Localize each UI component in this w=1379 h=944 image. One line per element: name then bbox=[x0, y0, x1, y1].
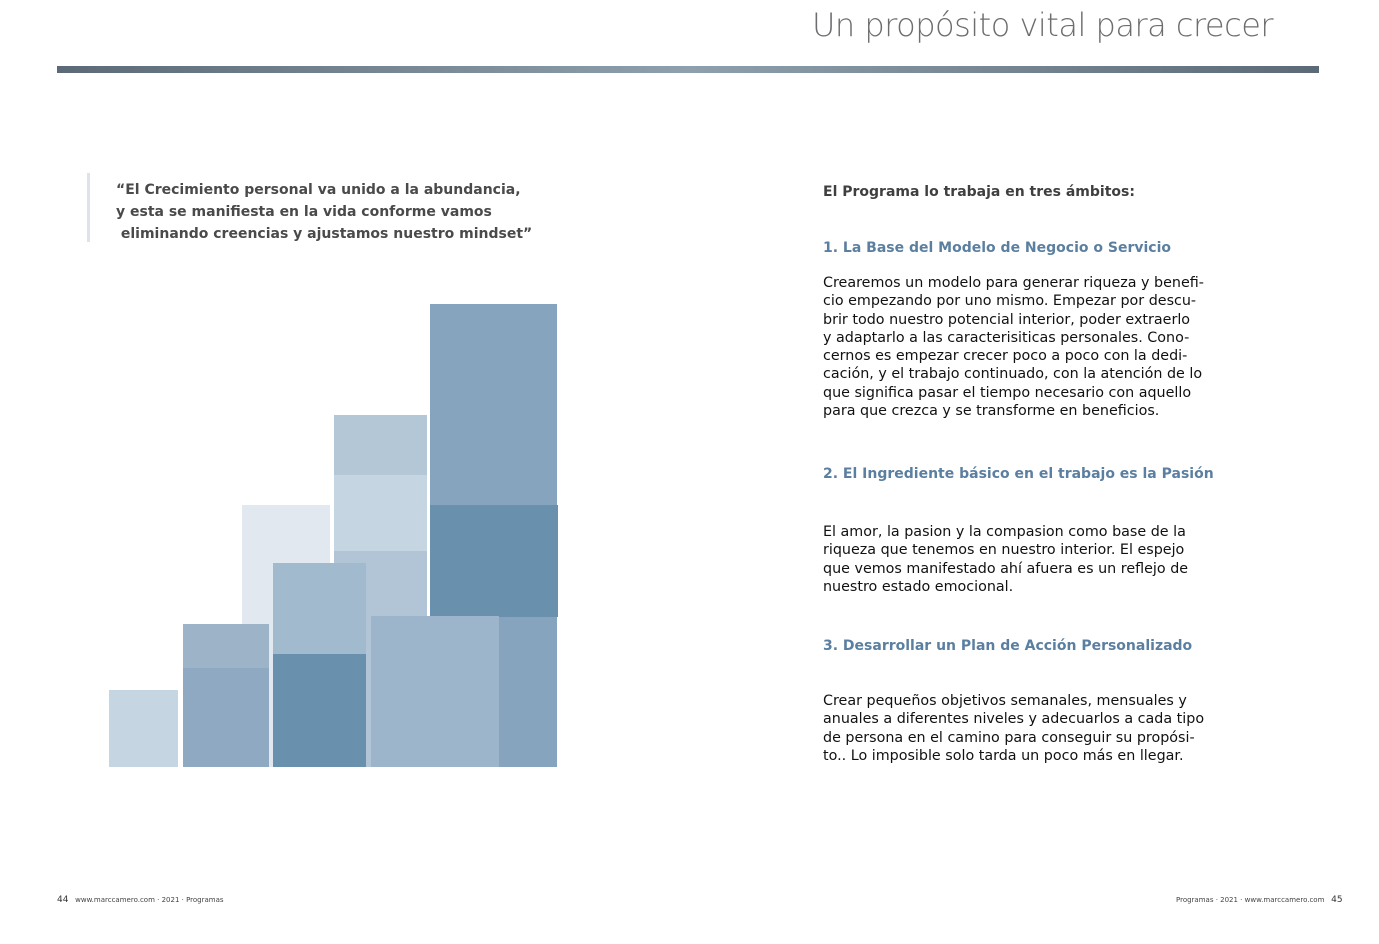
body-line: de persona en el camino para conseguir su propósi- bbox=[823, 729, 1195, 746]
block bbox=[183, 668, 269, 767]
block bbox=[273, 563, 366, 654]
body-line: para que crezca y se transforme en beneficios. bbox=[823, 403, 1160, 420]
footer-left-text: www.marccamero.com · 2021 · Programas bbox=[75, 896, 224, 904]
body-line: to.. Lo imposible solo tarda un poco más en llegar. bbox=[823, 747, 1184, 764]
footer-left bbox=[57, 895, 224, 905]
intro-heading: El Programa lo trabaja en tres ámbitos: bbox=[823, 184, 1135, 200]
block bbox=[109, 690, 178, 767]
body-line: que significa pasar el tiempo necesario con aquello bbox=[823, 384, 1192, 401]
body-line: riqueza que tenemos en nuestro interior. El espejo bbox=[823, 542, 1185, 559]
block bbox=[334, 475, 427, 551]
body-line: Crear pequeños objetivos semanales, mensuales y bbox=[823, 693, 1187, 709]
section-title-1: 1. La Base del Modelo de Negocio o Servicio bbox=[823, 240, 1171, 256]
page-title: Un propósito vital para crecer bbox=[812, 6, 1274, 44]
block bbox=[430, 505, 558, 617]
body-line: cación, y el trabajo continuado, con la atención de lo bbox=[823, 366, 1203, 383]
body-line: brir todo nuestro potencial interior, poder extraerlo bbox=[823, 311, 1191, 328]
block bbox=[334, 415, 427, 475]
quote-line: y esta se manifiesta en la vida conforme vamos bbox=[116, 204, 492, 220]
page-number-right: 45 bbox=[1331, 895, 1343, 905]
body-line: que vemos manifestado ahí afuera es un reflejo de bbox=[823, 560, 1189, 577]
body-line: Crearemos un modelo para generar riqueza y benefi- bbox=[823, 275, 1204, 291]
section-title-3: 3. Desarrollar un Plan de Acción Personalizado bbox=[823, 638, 1193, 654]
body-line: y adaptarlo a las caracterisiticas personales. Cono- bbox=[823, 329, 1190, 346]
block bbox=[430, 304, 557, 505]
quote-line: eliminando creencias y ajustamos nuestro mindset” bbox=[116, 226, 533, 242]
body-line: cio empezando por uno mismo. Empezar por descu- bbox=[823, 293, 1197, 310]
pull-quote bbox=[116, 179, 533, 245]
footer-right bbox=[1176, 895, 1343, 905]
section-body-3 bbox=[823, 692, 1205, 765]
header-divider bbox=[57, 66, 1319, 73]
quote-accent-bar bbox=[87, 173, 90, 242]
body-line: cernos es empezar crecer poco a poco con la dedi- bbox=[823, 348, 1188, 365]
body-line: anuales a diferentes niveles y adecuarlos a cada tipo bbox=[823, 711, 1205, 728]
block bbox=[273, 654, 366, 767]
block bbox=[371, 616, 499, 767]
block bbox=[499, 617, 557, 767]
footer-right-text: Programas · 2021 · www.marccamero.com bbox=[1176, 896, 1325, 904]
section-body-1 bbox=[823, 274, 1204, 420]
quote-line: “El Crecimiento personal va unido a la abundancia, bbox=[116, 182, 521, 198]
body-line: nuestro estado emocional. bbox=[823, 578, 1014, 595]
block bbox=[183, 624, 269, 668]
body-line: El amor, la pasion y la compasion como base de la bbox=[823, 524, 1186, 540]
page-number-left: 44 bbox=[57, 895, 69, 905]
section-title-2: 2. El Ingrediente básico en el trabajo es la Pasión bbox=[823, 466, 1214, 482]
section-body-2 bbox=[823, 523, 1193, 596]
